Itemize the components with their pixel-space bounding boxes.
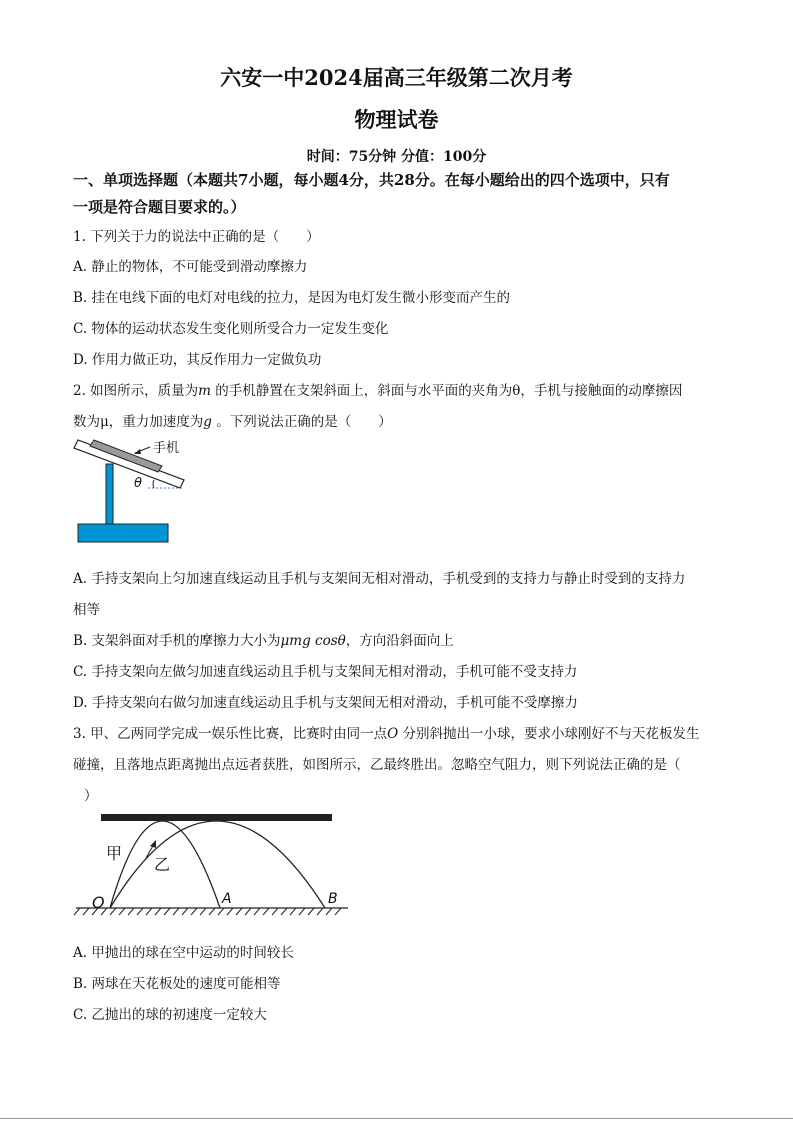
ground-hatch-mark [290, 908, 296, 915]
q3-option-a: A. 甲抛出的球在空中运动的时间较长 [73, 945, 294, 961]
stand-base [78, 524, 168, 542]
ground-hatch-mark [182, 908, 188, 915]
ground-hatch-mark [164, 908, 170, 915]
q1-option-d: D. 作用力做正功，其反作用力一定做负功 [73, 352, 322, 368]
page-bottom-border [0, 1118, 793, 1119]
q2-option-b [73, 629, 454, 649]
ground-hatch-mark [245, 908, 251, 915]
q3-stem-line3: ） [84, 788, 98, 804]
ground-hatch-mark [110, 908, 116, 915]
q3-stem-line2: 碰撞，且落地点距离抛出点远者获胜，如图所示，乙最终胜出。忽略空气阻力，则下列说法正确的是（ [73, 757, 681, 773]
ground-hatch-mark [335, 908, 341, 915]
ground-hatch-mark [272, 908, 278, 915]
ground-hatching [74, 908, 341, 915]
q2-option-d: D. 手持支架向右做匀加速直线运动且手机与支架间无相对滑动，手机可能不受摩擦力 [73, 695, 578, 711]
q2-option-b-a: B. 支架斜面对手机的摩擦力大小为 [73, 633, 281, 649]
ground-hatch-mark [200, 908, 206, 915]
ground-hatch-mark [137, 908, 143, 915]
q3-symbol-O: O [387, 726, 399, 742]
ground-hatch-mark [209, 908, 215, 915]
q1-option-a: A. 静止的物体，不可能受到滑动摩擦力 [73, 259, 308, 275]
exam-meta: 时间：75分钟 分值：100分 [306, 149, 487, 165]
ground-hatch-mark [74, 908, 80, 915]
arrow-yi-head [150, 840, 156, 848]
ground-hatch-mark [254, 908, 260, 915]
label-yi: 乙 [154, 855, 171, 874]
phone-label: 手机 [153, 441, 180, 456]
q2-stem2-c: 。下列说法正确的是（ ） [211, 414, 392, 430]
ground-hatch-mark [317, 908, 323, 915]
ground-hatch-mark [326, 908, 332, 915]
q2-stem-line1 [73, 379, 682, 399]
ceiling-board [101, 814, 332, 821]
ground-hatch-mark [173, 908, 179, 915]
ground-hatch-mark [308, 908, 314, 915]
q2-option-c: C. 手持支架向左做匀加速直线运动且手机与支架间无相对滑动，手机可能不受支持力 [73, 664, 578, 680]
phone-pointer-arrowhead [134, 449, 141, 454]
q3-stem-b: 分别斜抛出一小球，要求小球刚好不与天花板发生 [398, 726, 700, 742]
ground-hatch-mark [236, 908, 242, 915]
stand-pole [106, 464, 113, 524]
q3-stem-line1 [73, 722, 700, 742]
q1-option-b: B. 挂在电线下面的电灯对电线的拉力，是因为电灯发生微小形变而产生的 [73, 290, 511, 306]
ground-hatch-mark [128, 908, 134, 915]
q2-option-a-line1: A. 手持支架向上匀加速直线运动且手机与支架间无相对滑动，手机受到的支持力与静止时受到的支持力 [73, 571, 686, 587]
section-heading-line1: 一、单项选择题（本题共7小题，每小题4分，共28分。在每小题给出的四个选项中，只有 [73, 171, 670, 189]
q2-symbol-m: m [198, 383, 211, 399]
q2-stem2-a: 数为 [73, 414, 100, 430]
q3-figure-projectiles [72, 808, 352, 920]
q2-symbol-g: g [203, 414, 212, 430]
label-O: O [92, 893, 105, 912]
section-heading-line2: 一项是符合题目要求的。） [73, 198, 246, 216]
exam-subtitle: 物理试卷 [354, 107, 439, 132]
ground-hatch-mark [299, 908, 305, 915]
q2-stem-a: 2. 如图所示，质量为 [73, 383, 199, 399]
label-jia: 甲 [106, 844, 123, 863]
q3-stem-a: 3. 甲、乙两同学完成一娱乐性比赛，比赛时由同一点 [73, 726, 388, 742]
q2-stem-line2 [73, 410, 392, 430]
q2-stem2-b: ，重力加速度为 [108, 414, 204, 430]
ground-hatch-mark [155, 908, 161, 915]
ground-hatch-mark [83, 908, 89, 915]
ground-hatch-mark [146, 908, 152, 915]
angle-label: θ [134, 476, 142, 491]
ground-hatch-mark [281, 908, 287, 915]
label-B: B [328, 891, 338, 907]
ground-hatch-mark [218, 908, 224, 915]
label-A: A [222, 891, 232, 907]
q2-stem-b: 的手机静置在支架斜面上，斜面与水平面的夹角为 [210, 383, 513, 399]
q2-option-a-line2: 相等 [73, 602, 100, 618]
q3-option-c: C. 乙抛出的球的初速度一定较大 [73, 1007, 267, 1023]
exam-title: 六安一中2024届高三年级第二次月考 [220, 65, 573, 90]
q2-symbol-theta: θ [512, 383, 521, 399]
q2-option-b-formula: μmg cosθ [280, 633, 346, 649]
q2-figure-phone-stand [70, 436, 200, 546]
ground-hatch-mark [227, 908, 233, 915]
q1-stem: 1. 下列关于力的说法中正确的是（ ） [73, 229, 320, 245]
q3-option-b: B. 两球在天花板处的速度可能相等 [73, 976, 281, 992]
q2-stem-c: ，手机与接触面的动摩擦因 [520, 383, 683, 399]
q2-option-b-b: ，方向沿斜面向上 [345, 633, 454, 649]
angle-arc [153, 480, 154, 488]
ground-hatch-mark [263, 908, 269, 915]
ground-hatch-mark [191, 908, 197, 915]
q1-option-c: C. 物体的运动状态发生变化则所受合力一定发生变化 [73, 321, 389, 337]
ground-hatch-mark [119, 908, 125, 915]
q2-symbol-mu: μ [100, 414, 109, 430]
section-heading [73, 167, 733, 221]
